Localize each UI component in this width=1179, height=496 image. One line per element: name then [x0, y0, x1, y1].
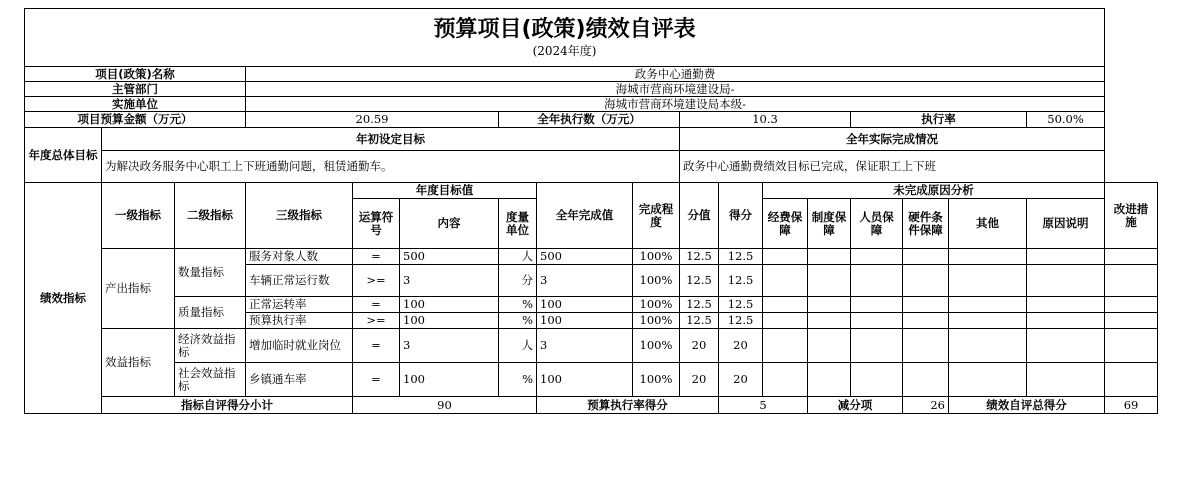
indicator-name: 乡镇通车率 [246, 363, 353, 397]
page-title: 预算项目(政策)绩效自评表 [433, 16, 696, 42]
subtotal-value: 90 [353, 397, 537, 414]
group-output: 产出指标 [102, 249, 175, 329]
col-annual: 年度目标值 [353, 183, 537, 199]
indicator-degree: 100% [633, 265, 680, 297]
indicator-actual: 100 [537, 363, 633, 397]
indicator-got: 12.5 [719, 265, 763, 297]
indicator-unit: % [499, 297, 537, 313]
col-actual: 全年完成值 [537, 183, 633, 249]
indicator-name: 车辆正常运行数 [246, 265, 353, 297]
indicator-op: >= [353, 313, 400, 329]
self-evaluation-sheet [24, 8, 1158, 486]
exec-value: 10.3 [680, 112, 851, 128]
indicator-actual: 3 [537, 329, 633, 363]
exec-label: 全年执行数（万元） [499, 112, 680, 128]
actual-goal: 政务中心通勤费绩效目标已完成，保证职工上下班 [680, 151, 1105, 183]
initial-goal-label: 年初设定目标 [102, 128, 680, 151]
group-social: 社会效益指标 [175, 363, 246, 397]
evaluation-table [24, 8, 1158, 414]
indicator-name: 服务对象人数 [246, 249, 353, 265]
col-l3: 三级指标 [246, 183, 353, 249]
indicator-content: 100 [400, 313, 499, 329]
total-label: 绩效自评总得分 [949, 397, 1105, 414]
group-economic: 经济效益指标 [175, 329, 246, 363]
indicator-unit: % [499, 363, 537, 397]
indicator-name: 预算执行率 [246, 313, 353, 329]
col-r3: 人员保障 [851, 199, 903, 249]
subtotal-label: 指标自评得分小计 [102, 397, 353, 414]
table-row [25, 297, 1158, 313]
indicator-op: = [353, 249, 400, 265]
group-quality: 质量指标 [175, 297, 246, 329]
col-r6: 原因说明 [1027, 199, 1105, 249]
unit-value: 海城市营商环境建设局本级- [246, 97, 1105, 112]
project-name-label: 项目(政策)名称 [25, 67, 246, 82]
col-got: 得分 [719, 183, 763, 249]
col-content: 内容 [400, 199, 499, 249]
group-benefit: 效益指标 [102, 329, 175, 397]
rate-value: 50.0% [1027, 112, 1105, 128]
indicator-content: 3 [400, 265, 499, 297]
indicator-actual: 500 [537, 249, 633, 265]
indicator-op: = [353, 297, 400, 313]
indicator-content: 100 [400, 297, 499, 313]
goal-label: 年度总体目标 [25, 128, 102, 183]
deduct-value: 26 [903, 397, 949, 414]
year-label: (2024年度) [532, 43, 597, 58]
col-r4: 硬件条件保障 [903, 199, 949, 249]
col-l1: 一级指标 [102, 183, 175, 249]
indicator-unit: 人 [499, 249, 537, 265]
indicator-actual: 100 [537, 297, 633, 313]
perf-label: 绩效指标 [25, 183, 102, 414]
total-value: 69 [1105, 397, 1158, 414]
indicator-name: 增加临时就业岗位 [246, 329, 353, 363]
indicator-degree: 100% [633, 297, 680, 313]
indicator-content: 500 [400, 249, 499, 265]
dept-value: 海城市营商环境建设局- [246, 82, 1105, 97]
indicator-score: 12.5 [680, 249, 719, 265]
indicator-got: 20 [719, 329, 763, 363]
indicator-degree: 100% [633, 329, 680, 363]
exec-score-label: 预算执行率得分 [537, 397, 719, 414]
indicator-got: 12.5 [719, 249, 763, 265]
indicator-got: 20 [719, 363, 763, 397]
rate-label: 执行率 [851, 112, 1027, 128]
indicator-op: = [353, 363, 400, 397]
table-row [25, 363, 1158, 397]
indicator-degree: 100% [633, 249, 680, 265]
actual-goal-label: 全年实际完成情况 [680, 128, 1105, 151]
col-score: 分值 [680, 183, 719, 249]
col-r5: 其他 [949, 199, 1027, 249]
indicator-got: 12.5 [719, 313, 763, 329]
indicator-op: >= [353, 265, 400, 297]
exec-score-value: 5 [719, 397, 808, 414]
col-degree: 完成程度 [633, 183, 680, 249]
col-unit: 度量单位 [499, 199, 537, 249]
col-r2: 制度保障 [808, 199, 851, 249]
dept-label: 主管部门 [25, 82, 246, 97]
budget-value: 20.59 [246, 112, 499, 128]
indicator-content: 100 [400, 363, 499, 397]
indicator-degree: 100% [633, 313, 680, 329]
indicator-score: 12.5 [680, 313, 719, 329]
indicator-unit: 分 [499, 265, 537, 297]
project-name: 政务中心通勤费 [246, 67, 1105, 82]
col-improve: 改进措施 [1105, 183, 1158, 249]
indicator-degree: 100% [633, 363, 680, 397]
indicator-score: 20 [680, 363, 719, 397]
title-cell [25, 9, 1105, 67]
table-row [25, 329, 1158, 363]
indicator-got: 12.5 [719, 297, 763, 313]
table-row [25, 249, 1158, 265]
indicator-op: = [353, 329, 400, 363]
indicator-unit: 人 [499, 329, 537, 363]
col-r1: 经费保障 [763, 199, 808, 249]
col-op: 运算符号 [353, 199, 400, 249]
indicator-name: 正常运转率 [246, 297, 353, 313]
unit-label: 实施单位 [25, 97, 246, 112]
indicator-score: 12.5 [680, 297, 719, 313]
initial-goal: 为解决政务服务中心职工上下班通勤问题，租赁通勤车。 [102, 151, 680, 183]
group-quantity: 数量指标 [175, 249, 246, 297]
indicator-content: 3 [400, 329, 499, 363]
indicator-score: 12.5 [680, 265, 719, 297]
indicator-actual: 100 [537, 313, 633, 329]
col-reasons: 未完成原因分析 [763, 183, 1105, 199]
indicator-actual: 3 [537, 265, 633, 297]
indicator-score: 20 [680, 329, 719, 363]
budget-label: 项目预算金额（万元） [25, 112, 246, 128]
col-l2: 二级指标 [175, 183, 246, 249]
deduct-label: 减分项 [808, 397, 903, 414]
indicator-unit: % [499, 313, 537, 329]
